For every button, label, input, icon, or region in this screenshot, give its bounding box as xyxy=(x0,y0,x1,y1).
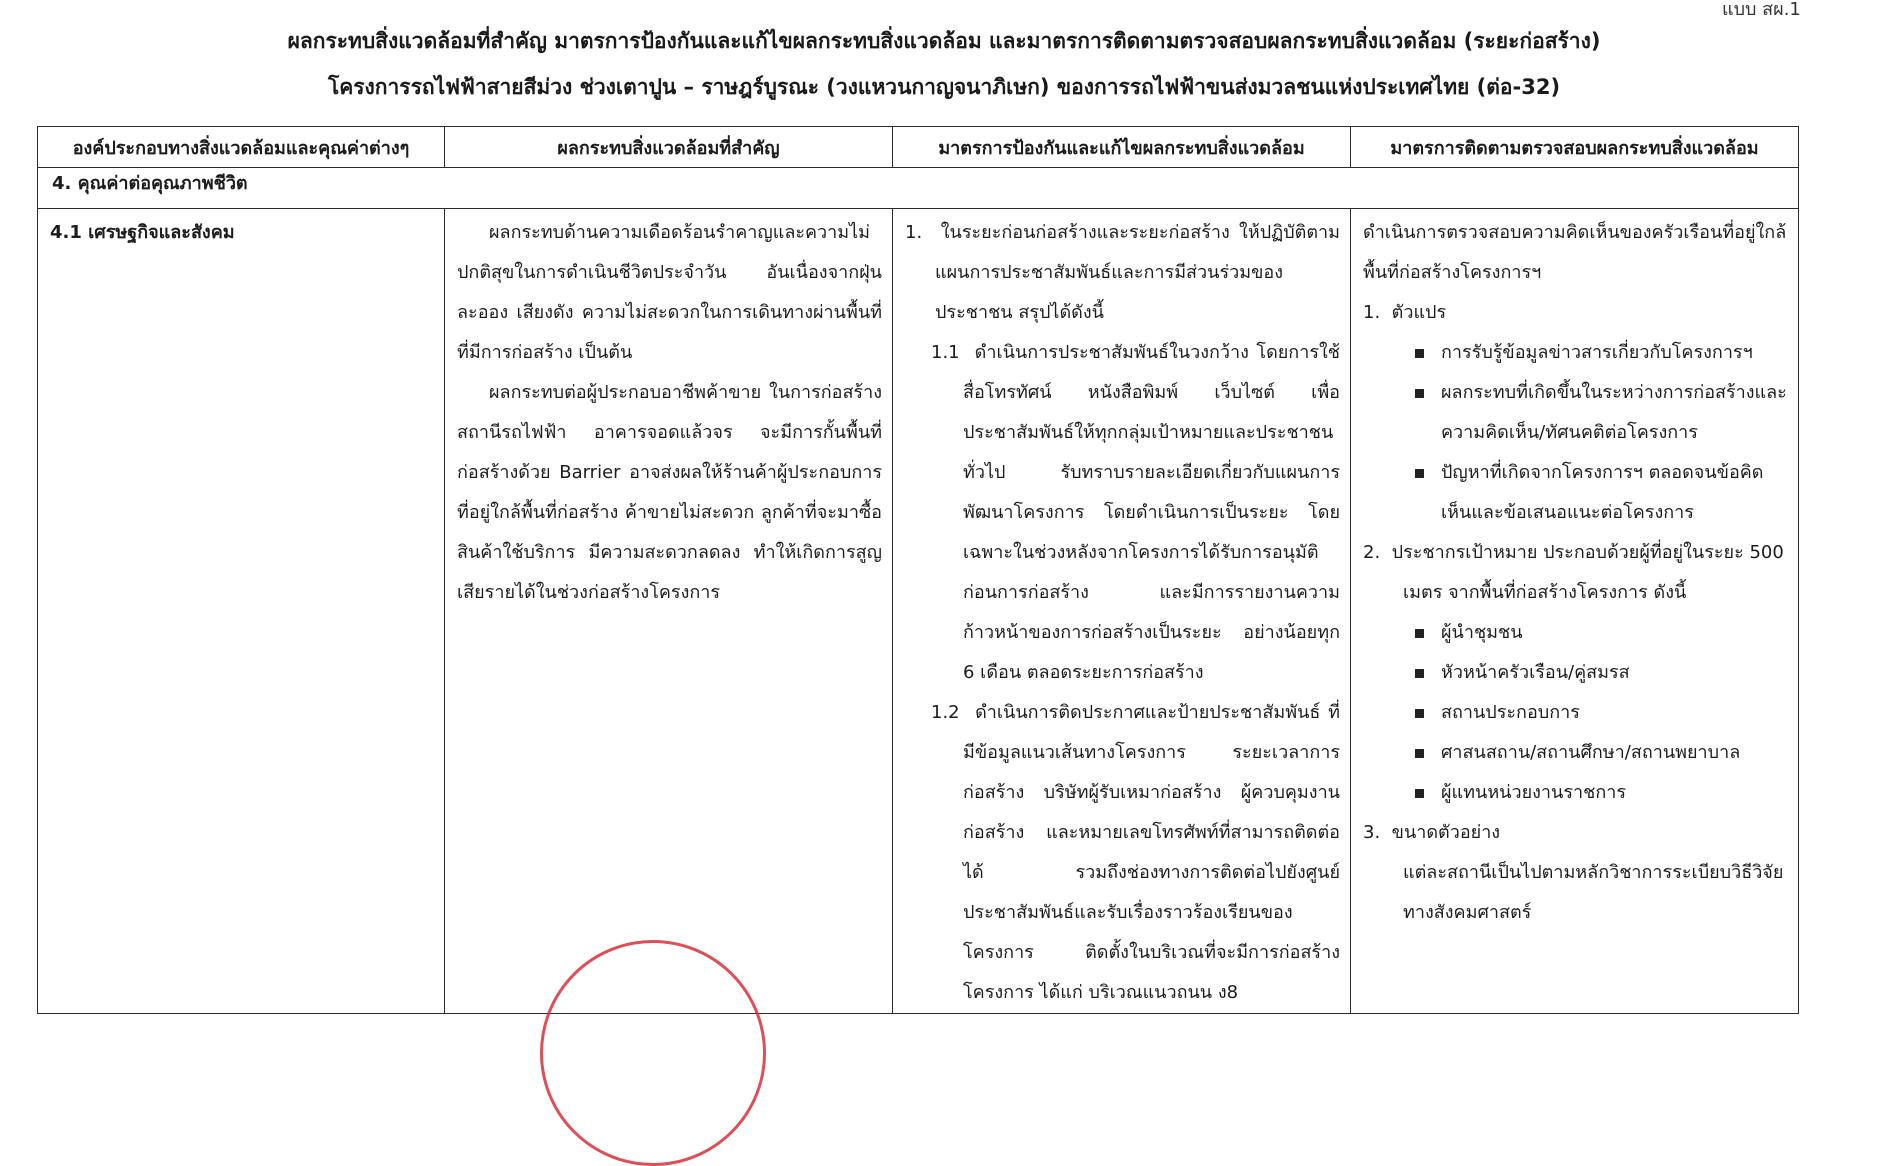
sample-size-heading xyxy=(1363,813,1788,853)
section-title: 4. คุณค่าต่อคุณภาพชีวิต xyxy=(38,168,1799,209)
column-header-impact: ผลกระทบสิ่งแวดล้อมที่สำคัญ xyxy=(445,127,893,168)
item-text: ขนาดตัวอย่าง xyxy=(1391,822,1501,843)
list-item-text: หัวหน้าครัวเรือน/คู่สมรส xyxy=(1441,662,1630,683)
column-header-component: องค์ประกอบทางสิ่งแวดล้อมและคุณค่าต่างๆ xyxy=(38,127,445,168)
document-title: ผลกระทบสิ่งแวดล้อมที่สำคัญ มาตรการป้องกันและแก้ไขผลกระทบสิ่งแวดล้อม และมาตรการติดตามตรวจสอบผลกระทบสิ่งแวดล้อม (ระยะก่อสร้าง) xyxy=(287,29,1601,53)
item-number: 2. xyxy=(1363,542,1381,563)
mitigation-item-1-2 xyxy=(905,693,1340,1013)
section-row xyxy=(38,168,1799,209)
list-item-text: ผู้นำชุมชน xyxy=(1441,622,1523,643)
bullet-icon xyxy=(1415,349,1424,358)
list-item xyxy=(1363,373,1788,453)
list-item xyxy=(1363,773,1788,813)
list-item xyxy=(1363,733,1788,773)
official-seal-stamp xyxy=(540,940,766,1166)
list-item xyxy=(1363,613,1788,653)
impact-paragraph-2: ผลกระทบต่อผู้ประกอบอาชีพค้าขาย ในการก่อสร้างสถานีรถไฟฟ้า อาคารจอดแล้วจร จะมีการกั้นพื้นที่ก่อสร้างด้วย Barrier อาจส่งผลให้ร้านค้าผู้ประกอบการที่อยู่ใกล้พื้นที่ก่อสร้าง ค้าขายไม่สะดวก ลูกค้าที่จะมาซื้อสินค้าใช้บริการ มีความสะดวกลดลง ทำให้เกิดการสูญเสียรายได้ในช่วงก่อสร้างโครงการ xyxy=(457,382,882,603)
table-row xyxy=(38,209,1799,1014)
document-subtitle: โครงการรถไฟฟ้าสายสีม่วง ช่วงเตาปูน – ราษฎร์บูรณะ (วงแหวนกาญจนาภิเษก) ของการรถไฟฟ้าขนส่งมวลชนแห่งประเทศไทย (ต่อ-32) xyxy=(327,75,1561,99)
bullet-icon xyxy=(1415,789,1424,798)
list-item xyxy=(1363,653,1788,693)
bullet-icon xyxy=(1415,469,1424,478)
item-text: ดำเนินการติดประกาศและป้ายประชาสัมพันธ์ ที่มีข้อมูลแนวเส้นทางโครงการ ระยะเวลาการก่อสร้าง บริษัทผู้รับเหมาก่อสร้าง ผู้ควบคุมงานก่อสร้าง และหมายเลขโทรศัพท์ที่สามารถติดต่อได้ รวมถึงช่องทางการติดต่อไปยังศูนย์ประชาสัมพันธ์และรับเรื่องราวร้องเรียนของโครงการ ติดตั้งในบริเวณที่จะมีการก่อสร้างโครงการ ได้แก่ บริเวณแนวถนน ง8 xyxy=(963,702,1340,1003)
list-item xyxy=(1363,333,1788,373)
table-header-row xyxy=(38,127,1799,168)
item-number: 3. xyxy=(1363,822,1381,843)
column-header-monitoring: มาตรการติดตามตรวจสอบผลกระทบสิ่งแวดล้อม xyxy=(1351,127,1799,168)
list-item-text: สถานประกอบการ xyxy=(1441,702,1580,723)
mitigation-cell xyxy=(893,209,1351,1014)
list-item-text: ศาสนสถาน/สถานศึกษา/สถานพยาบาล xyxy=(1441,742,1741,763)
list-item xyxy=(1363,453,1788,533)
impact-cell xyxy=(445,209,893,1014)
list-item-text: ผู้แทนหน่วยงานราชการ xyxy=(1441,782,1627,803)
item-number: 1.2 xyxy=(931,702,960,723)
monitoring-intro: ดำเนินการตรวจสอบความคิดเห็นของครัวเรือนที่อยู่ใกล้พื้นที่ก่อสร้างโครงการฯ xyxy=(1363,222,1787,283)
bullet-icon xyxy=(1415,749,1424,758)
monitoring-cell xyxy=(1351,209,1799,1014)
bullet-icon xyxy=(1415,709,1424,718)
environmental-measures-table xyxy=(37,126,1799,1014)
mitigation-item-1 xyxy=(905,213,1340,333)
list-item xyxy=(1363,693,1788,733)
bullet-icon xyxy=(1415,669,1424,678)
item-number: 1. xyxy=(905,222,923,243)
mitigation-item-1-1 xyxy=(905,333,1340,693)
component-cell xyxy=(38,209,445,1014)
column-header-mitigation: มาตรการป้องกันและแก้ไขผลกระทบสิ่งแวดล้อม xyxy=(893,127,1351,168)
list-item-text: ผลกระทบที่เกิดขึ้นในระหว่างการก่อสร้างและความคิดเห็น/ทัศนคติต่อโครงการ xyxy=(1441,382,1787,443)
bullet-icon xyxy=(1415,629,1424,638)
component-label: 4.1 เศรษฐกิจและสังคม xyxy=(50,222,235,243)
item-number: 1. xyxy=(1363,302,1381,323)
list-item-text: การรับรู้ข้อมูลข่าวสารเกี่ยวกับโครงการฯ xyxy=(1441,342,1753,363)
item-text: ประชากรเป้าหมาย ประกอบด้วยผู้ที่อยู่ในระยะ 500 เมตร จากพื้นที่ก่อสร้างโครงการ ดังนี้ xyxy=(1391,542,1784,603)
form-code: แบบ สผ.1 xyxy=(1722,0,1801,20)
impact-paragraph-1: ผลกระทบด้านความเดือดร้อนรำคาญและความไม่ปกติสุขในการดำเนินชีวิตประจำวัน อันเนื่องจากฝุ่นละออง เสียงดัง ความไม่สะดวกในการเดินทางผ่านพื้นที่ที่มีการก่อสร้าง เป็นต้น xyxy=(457,222,882,363)
bullet-icon xyxy=(1415,389,1424,398)
population-heading xyxy=(1363,533,1788,613)
variables-heading xyxy=(1363,293,1788,333)
list-item-text: ปัญหาที่เกิดจากโครงการฯ ตลอดจนข้อคิดเห็นและข้อเสนอแนะต่อโครงการ xyxy=(1441,462,1764,523)
sample-size-text: แต่ละสถานีเป็นไปตามหลักวิชาการระเบียบวิธีวิจัยทางสังคมศาสตร์ xyxy=(1403,862,1784,923)
item-text: ในระยะก่อนก่อสร้างและระยะก่อสร้าง ให้ปฏิบัติตามแผนการประชาสัมพันธ์และการมีส่วนร่วมของประชาชน สรุปได้ดังนี้ xyxy=(935,222,1340,323)
item-number: 1.1 xyxy=(931,342,960,363)
item-text: ดำเนินการประชาสัมพันธ์ในวงกว้าง โดยการใช้สื่อโทรทัศน์ หนังสือพิมพ์ เว็บไซต์ เพื่อประชาสัมพันธ์ให้ทุกกลุ่มเป้าหมายและประชาชนทั่วไป รับทราบรายละเอียดเกี่ยวกับแผนการพัฒนาโครงการ โดยดำเนินการเป็นระยะ โดยเฉพาะในช่วงหลังจากโครงการได้รับการอนุมัติ ก่อนการก่อสร้าง และมีการรายงานความก้าวหน้าของการก่อสร้างเป็นระยะ อย่างน้อยทุก 6 เดือน ตลอดระยะการก่อสร้าง xyxy=(963,342,1340,683)
item-text: ตัวแปร xyxy=(1391,302,1447,323)
